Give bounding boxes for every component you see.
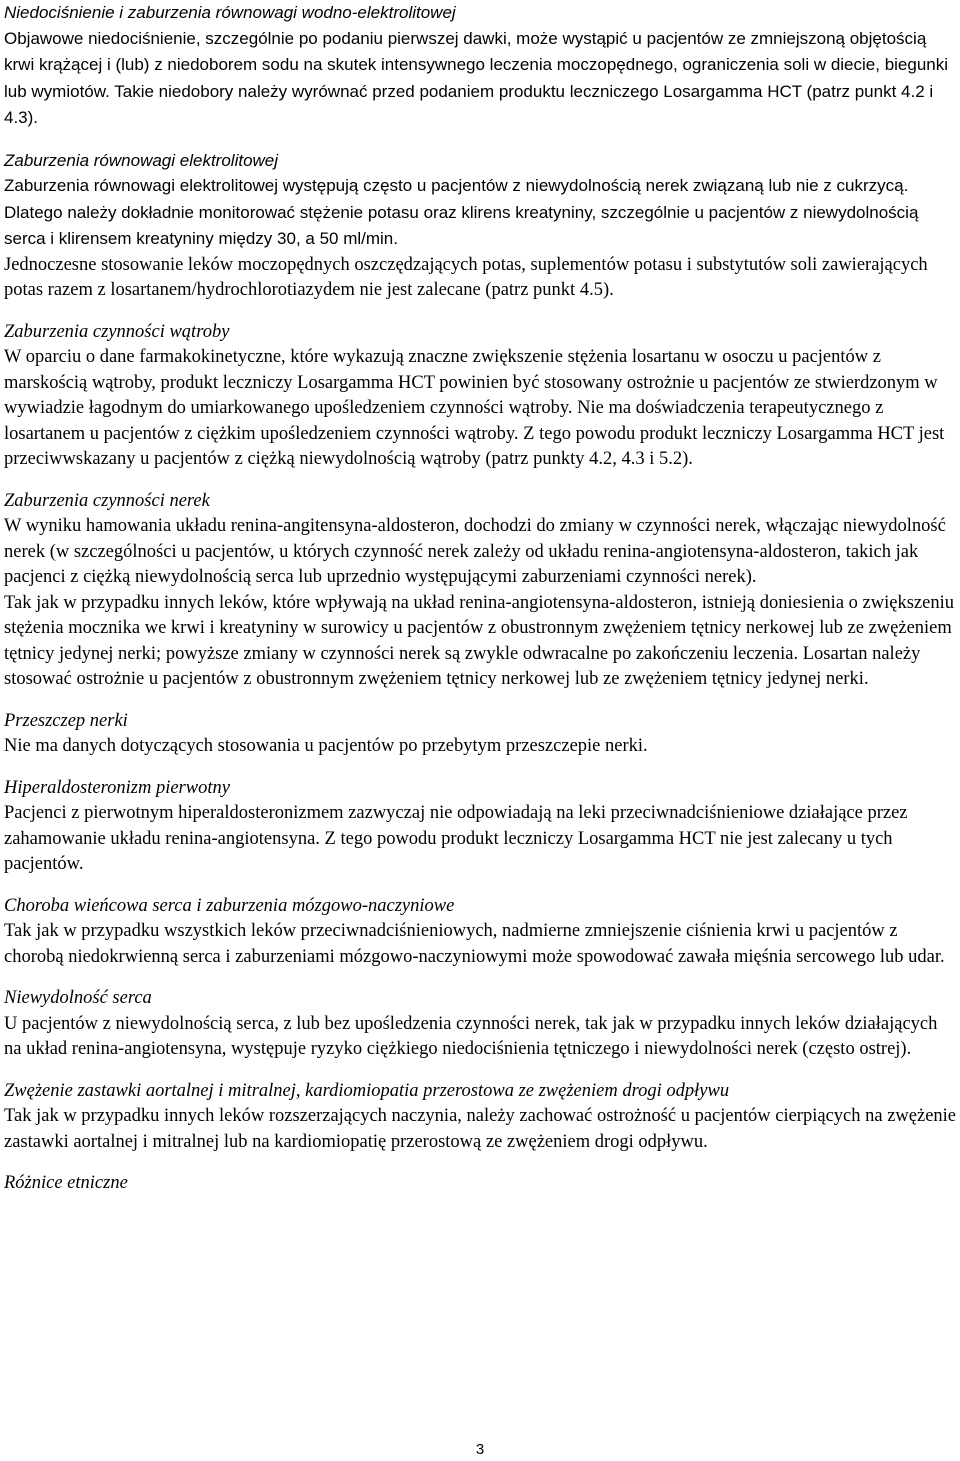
section-heading: Przeszczep nerki bbox=[4, 710, 128, 731]
section-electrolyte-imbalance bbox=[4, 148, 956, 304]
section-primary-hyperaldosteronism bbox=[4, 776, 956, 878]
section-paragraph: W oparciu o dane farmakokinetyczne, które wykazują znaczne zwiększenie stężenia losartanu w osoczu u pacjentów z marskością wątroby, produkt leczniczy Losargamma HCT powinien być stosowany ostrożnie u pacjentów ze stwierdzonym w wywiadzie łagodnym do umiarkowanego upośledzeniem czynności wątroby. Nie ma doświadczenia terapeutycznego z losartanem u pacjentów z ciężkim upośledzeniem czynności wątroby. Z tego powodu produkt leczniczy Losargamma HCT jest przeciwwskazany u pacjentów z ciężką niewydolnością wątroby (patrz punkty 4.2, 4.3 i 5.2). bbox=[4, 347, 945, 469]
section-heading: Niewydolność serca bbox=[4, 988, 152, 1008]
section-paragraph: W wyniku hamowania układu renina-angitensyna-aldosteron, dochodzi do zmiany w czynności nerek, włączając niewydolność nerek (w szczególności u pacjentów, u których czynność nerek zależy od układu renina-angiotensyna-aldosteron, takich jak pacjenci z ciężką niewydolnością serca lub uprzednio występującymi zaburzeniami czynności nerek). bbox=[4, 516, 946, 587]
section-heading: Zwężenie zastawki aortalnej i mitralnej, kardiomiopatia przerostowa ze zwężeniem drogi odpływu bbox=[4, 1080, 730, 1101]
section-paragraph: Tak jak w przypadku innych leków rozszerzających naczynia, należy zachować ostrożność u pacjentów cierpiących na zwężenie zastawki aortalnej i mitralnej lub na kardiomiopatię przerostową ze zwężeniem drogi odpływu. bbox=[4, 1106, 957, 1152]
page-number: 3 bbox=[475, 1441, 485, 1458]
section-heading: Hiperaldosteronizm pierwotny bbox=[4, 777, 230, 798]
section-heading: Zaburzenia równowagi elektrolitowej bbox=[4, 150, 279, 170]
document-page bbox=[4, 0, 956, 1197]
section-paragraph bbox=[4, 173, 956, 253]
section-paragraph: Tak jak w przypadku wszystkich leków przeciwnadciśnieniowych, nadmierne zmniejszenie ciśnienia krwi u pacjentów z chorobą niedokrwienną serca i zaburzeniami mózgowo-naczyniowymi może spowodować zawała mięśnia sercowego lub udar. bbox=[4, 921, 945, 967]
section-coronary-disease bbox=[4, 894, 956, 971]
section-heading: Choroba wieńcowa serca i zaburzenia mózgowo-naczyniowe bbox=[4, 895, 455, 916]
section-heading: Zaburzenia czynności wątroby bbox=[4, 321, 230, 342]
paragraph-text: Zaburzenia równowagi elektrolitowej występują często u pacjentów z niewydolnością nerek związaną lub nie z cukrzycą. Dlatego należy dokładnie monitorować stężenie potasu oraz klirens kreatyniny, szczególnie u pacjentów z niewydolnością serca i klirensem kreatyniny między 30, a 50 ml/min. bbox=[4, 176, 919, 248]
section-liver-impairment bbox=[4, 320, 956, 473]
section-paragraph: U pacjentów z niewydolnością serca, z lub bez upośledzenia czynności nerek, tak jak w przypadku innych leków działających na układ renina-angiotensyna, występuje ryzyko ciężkiego niedociśnienia tętniczego i niewydolności nerek (często ostrej). bbox=[4, 1013, 938, 1059]
section-hypotension bbox=[4, 0, 956, 132]
section-kidney-transplant bbox=[4, 709, 956, 760]
section-heading: Różnice etniczne bbox=[4, 1173, 128, 1193]
section-paragraph: Tak jak w przypadku innych leków, które wpływają na układ renina-angiotensyna-aldosteron, istnieją doniesienia o zwiększeniu stężenia mocznika we krwi i kreatyniny w surowicy u pacjentów z obustronnym zwężeniem tętnicy nerkowej lub ze zwężeniem tętnicy jedynej nerki; powyższe zmiany w czynności nerek są zwykle odwracalne po zakończeniu leczenia. Losartan należy stosować ostrożnie u pacjentów z obustronnym zwężeniem tętnicy nerkowej lub ze zwężeniem tętnicy jedynej nerki. bbox=[4, 592, 954, 689]
section-paragraph: Nie ma danych dotyczących stosowania u pacjentów po przebytym przeszczepie nerki. bbox=[4, 736, 648, 756]
section-paragraph bbox=[4, 26, 956, 132]
section-paragraph: Pacjenci z pierwotnym hiperaldosteronizmem zazwyczaj nie odpowiadają na leki przeciwnadciśnieniowe działające przez zahamowanie układu renina-angiotensyna. Z tego powodu produkt leczniczy Losargamma HCT nie jest zalecany u tych pacjentów. bbox=[4, 803, 908, 874]
section-renal-impairment bbox=[4, 489, 956, 693]
paragraph-text: Objawowe niedociśnienie, szczególnie po podaniu pierwszej dawki, może wystąpić u pacjentów ze zmniejszoną objętością krwi krążącej i (lub) z niedoborem sodu na skutek intensywnego leczenia moczopędnego, ograniczenia soli w diecie, biegunki lub wymiotów. Takie niedobory należy wyrównać przed podaniem produktu leczniczego Losargamma HCT (patrz punkt 4.2 i 4.3). bbox=[4, 28, 949, 127]
section-ethnic-differences bbox=[4, 1171, 956, 1197]
section-valve-stenosis bbox=[4, 1079, 956, 1156]
section-paragraph: Jednoczesne stosowanie leków moczopędnych oszczędzających potas, suplementów potasu i substytutów soli zawierających potas razem z losartanem/hydrochlorotiazydem nie jest zalecane (patrz punkt 4.5). bbox=[4, 254, 928, 300]
section-heading: Niedociśnienie i zaburzenia równowagi wodno-elektrolitowej bbox=[4, 3, 456, 22]
section-heading: Zaburzenia czynności nerek bbox=[4, 490, 210, 511]
section-heart-failure bbox=[4, 986, 956, 1063]
